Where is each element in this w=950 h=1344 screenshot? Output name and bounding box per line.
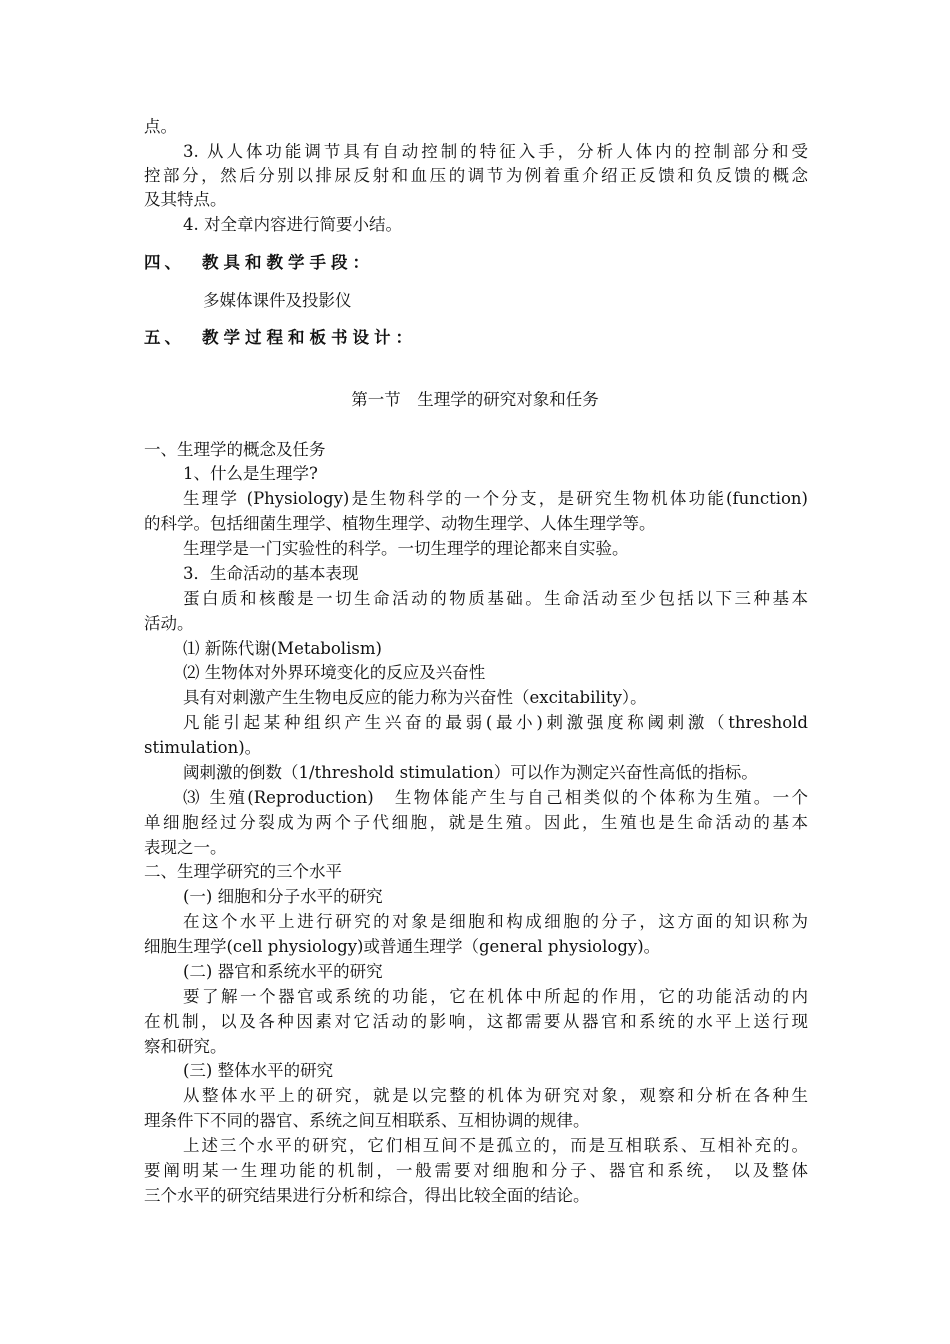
paragraph-line: 的科学。包括细菌生理学、植物生理学、动物生理学、人体生理学等。 xyxy=(144,514,656,533)
list-item: ⑵ 生物体对外界环境变化的反应及兴奋性 xyxy=(183,663,486,682)
paragraph-line: 3. 从人体功能调节具有自动控制的特征入手，分析人体内的控制部分和受 xyxy=(183,142,808,161)
paragraph-line: stimulation)。 xyxy=(144,738,262,757)
subheading: (一) 细胞和分子水平的研究 xyxy=(183,887,383,906)
paragraph-line: 及其特点。 xyxy=(144,190,227,209)
paragraph-line: 多媒体课件及投影仪 xyxy=(203,291,352,310)
section-title: 教具和教学手段： xyxy=(202,253,374,272)
chapter-section-title: 第一节 生理学的研究对象和任务 xyxy=(351,390,599,409)
paragraph-line: 表现之一。 xyxy=(144,838,227,857)
section-heading-5 xyxy=(144,326,808,351)
paragraph-line: 具有对刺激产生生物电反应的能力称为兴奋性（excitability）。 xyxy=(183,688,647,707)
paragraph-line: 蛋白质和核酸是一切生命活动的物质基础。生命活动至少包括以下三种基本 xyxy=(183,589,808,608)
subheading: 一、生理学的概念及任务 xyxy=(144,440,326,459)
subheading: (二) 器官和系统水平的研究 xyxy=(183,962,383,981)
subheading: 3．生命活动的基本表现 xyxy=(183,564,359,583)
paragraph-line: 单细胞经过分裂成为两个子代细胞，就是生殖。因此，生殖也是生命活动的基本 xyxy=(144,813,808,832)
paragraph-line: 上述三个水平的研究，它们相互间不是孤立的，而是互相联系、互相补充的。 xyxy=(183,1136,808,1155)
list-item: ⑶ 生殖(Reproduction) 生物体能产生与自己相类似的个体称为生殖。一个 xyxy=(183,788,808,807)
subheading: 二、生理学研究的三个水平 xyxy=(144,862,342,881)
subheading: (三) 整体水平的研究 xyxy=(183,1061,334,1080)
paragraph-line: 察和研究。 xyxy=(144,1037,227,1056)
paragraph-line: 点。 xyxy=(144,117,177,136)
section-heading-4 xyxy=(144,251,808,276)
paragraph-line: 控部分，然后分别以排尿反射和血压的调节为例着重介绍正反馈和负反馈的概念 xyxy=(144,166,808,185)
paragraph-line: 凡能引起某种组织产生兴奋的最弱(最小)刺激强度称阈刺激（threshold xyxy=(183,713,808,732)
paragraph-line: 细胞生理学(cell physiology)或普通生理学（general physiology)。 xyxy=(144,937,661,956)
paragraph-line: 三个水平的研究结果进行分析和综合，得出比较全面的结论。 xyxy=(144,1186,590,1205)
section-number: 四、 xyxy=(144,253,185,272)
paragraph-line: 要阐明某一生理功能的机制，一般需要对细胞和分子、器官和系统， 以及整体 xyxy=(144,1161,808,1180)
paragraph-line: 阈刺激的倒数（1/threshold stimulation）可以作为测定兴奋性高低的指标。 xyxy=(183,763,758,782)
paragraph-line: 生理学是一门实验性的科学。一切生理学的理论都来自实验。 xyxy=(183,539,629,558)
section-title: 教学过程和板书设计： xyxy=(202,328,417,347)
paragraph-line: 活动。 xyxy=(144,614,194,633)
paragraph-line: 理条件下不同的器官、系统之间互相联系、互相协调的规律。 xyxy=(144,1111,590,1130)
paragraph-line: 生理学 (Physiology)是生物科学的一个分支，是研究生物机体功能(function) xyxy=(183,489,808,508)
list-item: ⑴ 新陈代谢(Metabolism) xyxy=(183,639,382,658)
paragraph-line: 要了解一个器官或系统的功能，它在机体中所起的作用，它的功能活动的内 xyxy=(183,987,808,1006)
paragraph-line: 在这个水平上进行研究的对象是细胞和构成细胞的分子，这方面的知识称为 xyxy=(183,912,808,931)
paragraph-line: 在机制，以及各种因素对它活动的影响，这都需要从器官和系统的水平上送行现 xyxy=(144,1012,808,1031)
paragraph-line: 从整体水平上的研究，就是以完整的机体为研究对象，观察和分析在各种生 xyxy=(183,1086,808,1105)
subheading: 1、什么是生理学? xyxy=(183,464,318,483)
paragraph-line: 4. 对全章内容进行简要小结。 xyxy=(183,215,402,234)
section-number: 五、 xyxy=(144,328,185,347)
